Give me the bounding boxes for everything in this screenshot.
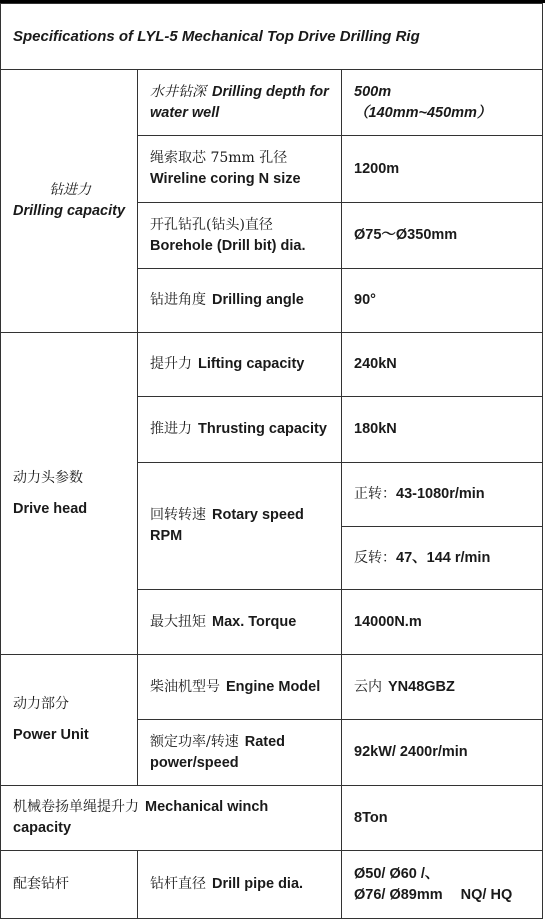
param-en: Rotary speed RPM xyxy=(150,507,304,544)
value-cell xyxy=(342,851,543,919)
param-zh: 水井钻深 xyxy=(150,83,206,100)
value-cell-reverse xyxy=(342,527,543,590)
category-zh: 动力头参数 xyxy=(13,469,83,486)
param-zh: 额定功率/转速 xyxy=(150,733,239,750)
param-cell xyxy=(138,851,342,919)
param-cell-winch xyxy=(1,786,342,851)
param-zh: 提升力 xyxy=(150,356,192,372)
param-zh: 绳索取芯 75mm 孔径 xyxy=(150,150,288,166)
spec-table xyxy=(0,3,543,919)
category-drill-pipe xyxy=(1,851,138,919)
category-power-unit xyxy=(1,655,138,786)
param-en: Engine Model xyxy=(226,678,321,695)
param-en: Borehole (Drill bit) dia. xyxy=(150,237,306,254)
table-row xyxy=(1,333,543,397)
value-range: （140mm~450mm） xyxy=(354,104,492,121)
value-cell xyxy=(342,70,543,136)
param-en: Lifting capacity xyxy=(198,356,305,372)
value-line-1: Ø50/ Ø60 /、 xyxy=(354,865,440,882)
value-cell: 14000N.m xyxy=(342,590,543,655)
param-en: Rated power/speed xyxy=(150,733,286,771)
category-zh: 钻进力 xyxy=(49,182,91,198)
value: 500m xyxy=(354,83,392,100)
table-row xyxy=(1,70,543,136)
value-cell: 180kN xyxy=(342,397,543,463)
value: 43-1080r/min xyxy=(396,486,485,502)
param-zh: 回转转速 xyxy=(150,507,206,523)
param-cell xyxy=(138,203,342,269)
value-cell: 90° xyxy=(342,269,543,333)
param-cell xyxy=(138,590,342,655)
category-zh: 配套钻杆 xyxy=(13,876,69,892)
value: 47、144 r/min xyxy=(396,549,491,566)
table-row xyxy=(1,655,543,720)
param-zh: 钻进角度 xyxy=(150,292,206,308)
param-en: Drilling depth for water well xyxy=(150,83,329,121)
table-title: Specifications of LYL-5 Mechanical Top Drive Drilling Rig xyxy=(1,4,543,70)
value-cell: 240kN xyxy=(342,333,543,397)
param-zh: 最大扭矩 xyxy=(150,613,206,630)
param-zh: 机械卷扬单绳提升力 xyxy=(13,799,139,815)
param-cell xyxy=(138,70,342,136)
param-cell xyxy=(138,333,342,397)
value-zh: 云内 xyxy=(354,678,382,695)
value-line-2 xyxy=(354,885,530,906)
param-cell xyxy=(138,397,342,463)
category-drilling-capacity xyxy=(1,70,138,333)
value-cell-forward xyxy=(342,463,543,527)
category-drive-head xyxy=(1,333,138,655)
param-en: Max. Torque xyxy=(212,613,297,630)
param-en: Drill pipe dia. xyxy=(212,876,304,892)
value: Ø76/ Ø89mm xyxy=(354,886,443,903)
value: YN48GBZ xyxy=(388,678,455,695)
category-zh: 动力部分 xyxy=(13,696,69,712)
param-cell xyxy=(138,720,342,786)
value-zh: 正转： xyxy=(354,486,396,502)
param-zh: 钻杆直径 xyxy=(150,876,206,892)
value-cell: 1200m xyxy=(342,136,543,203)
category-en: Power Unit xyxy=(13,727,89,743)
param-zh: 开孔钻孔(钻头)直径 xyxy=(150,216,273,233)
param-zh: 推进力 xyxy=(150,421,192,437)
param-en: Drilling angle xyxy=(212,292,304,308)
value-cell xyxy=(342,655,543,720)
title-row xyxy=(1,4,543,70)
category-en: Drive head xyxy=(13,500,88,517)
param-en: Wireline coring N size xyxy=(150,171,301,187)
param-zh: 柴油机型号 xyxy=(150,678,220,695)
category-en: Drilling capacity xyxy=(13,203,126,219)
param-cell xyxy=(138,463,342,590)
param-en: Thrusting capacity xyxy=(198,421,327,437)
param-cell xyxy=(138,136,342,203)
table-row xyxy=(1,851,543,919)
value-zh: 反转： xyxy=(354,549,396,566)
value-cell: Ø75～Ø350mm xyxy=(342,203,543,269)
param-en: Mechanical winch capacity xyxy=(13,799,269,836)
table-row xyxy=(1,786,543,851)
value-standard: NQ/ HQ xyxy=(460,886,513,903)
param-cell xyxy=(138,269,342,333)
value-cell: 92kW/ 2400r/min xyxy=(342,720,543,786)
value-cell: 8Ton xyxy=(342,786,543,851)
param-cell xyxy=(138,655,342,720)
